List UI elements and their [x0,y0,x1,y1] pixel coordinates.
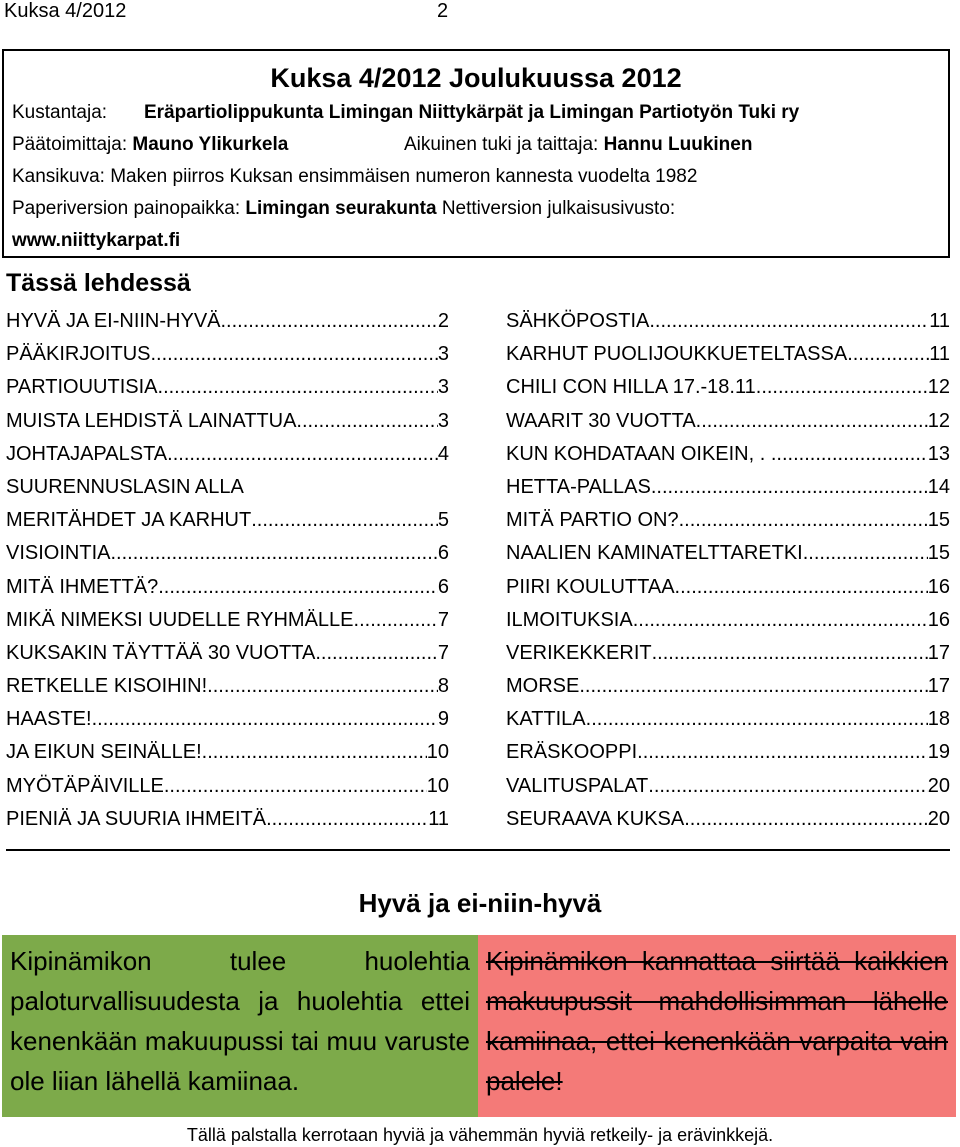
toc-left-column [6,308,449,839]
toc-entry-page: 14 [927,475,950,498]
toc-entry-leader [221,308,438,334]
toc-entry-page: 4 [437,442,449,465]
toc-entry-leader [92,706,438,732]
toc-entry[interactable] [6,441,449,474]
toc-entry-label: SUURENNUSLASIN ALLA [6,475,244,498]
toc-entry[interactable] [6,706,449,739]
toc-entry-page: 18 [927,708,950,731]
toc-entry-label: KUKSAKIN TÄYTTÄÄ 30 VUOTTA [6,641,316,664]
toc-entry-label: MIKÄ NIMEKSI UUDELLE RYHMÄLLE. [6,608,360,631]
toc-entry-label: HYVÄ JA EI-NIIN-HYVÄ [6,310,221,332]
toc-entry[interactable] [506,540,950,573]
toc-entry-label: MORSE [506,675,580,698]
toc-entry-leader [648,773,927,799]
web-row [12,229,180,253]
toc-entry-label: JA EIKUN SEINÄLLE! [6,741,202,764]
editor-row [12,133,753,157]
toc-entry-label: ERÄSKOOPPI [506,741,638,764]
toc-entry-label: WAARIT 30 VUOTTA [506,409,696,432]
toc-entry[interactable] [506,507,950,540]
assistant-label: Aikuinen tuki ja taittaja: [404,134,599,155]
toc-entry-label: SEURAAVA KUKSA [506,807,685,830]
bad-tip-text: Kipinämikon kannattaa siirtää kaikkien makuupussit mahdollisimman lähelle kamiinaa, ettei kenenkään varpaita vain palele! [486,946,948,1096]
toc-entry[interactable] [506,574,950,607]
toc-entry-leader [649,308,929,334]
toc-entry-leader [696,408,928,434]
editor-label: Päätoimittaja: [12,134,128,155]
toc-entry-leader [675,574,928,600]
toc-entry-leader [167,441,438,467]
toc-entry[interactable] [506,408,950,441]
toc-entry-leader [684,806,928,832]
section-divider [6,849,950,851]
toc-entry-page: 10 [426,774,449,797]
toc-entry[interactable] [6,374,449,407]
toc-entry-leader [202,739,427,765]
toc-entry-leader [150,341,437,367]
toc-entry-page: 15 [927,509,950,532]
toc-entry-page: 17 [927,641,950,664]
toc-entry-page: 12 [927,376,950,399]
toc-entry-leader [803,540,928,566]
toc-entry-leader [651,474,928,500]
publisher-label: Kustantaja: [12,102,108,123]
toc-entry-label: PIIRI KOULUTTAA [506,575,675,598]
publisher-row [12,101,800,125]
toc-entry-leader [579,673,927,699]
toc-entry-leader [652,640,928,666]
toc-entry-label: SÄHKÖPOSTIA [506,310,650,332]
toc-entry[interactable] [506,441,950,474]
print-row [12,197,675,221]
page-header [0,0,960,26]
toc-entry-leader [158,574,438,600]
toc-entry-page: 6 [437,542,449,565]
toc-entry[interactable] [6,806,449,839]
toc-entry-label: CHILI CON HILLA 17.-18.11. [506,376,762,399]
cover-credit: Kansikuva: Maken piirros Kuksan ensimmäisen numeron kannesta vuodelta 1982 [12,166,698,187]
toc-entry[interactable] [6,308,449,341]
toc-entry[interactable] [506,607,950,640]
toc-entry-leader [164,773,427,799]
toc-entry-page: 3 [437,343,449,366]
toc-entry-label: VERIKEKKERIT [506,641,652,664]
toc-entry-page: 6 [437,575,449,598]
toc-entry-page: 11 [929,343,950,366]
toc-entry-page: 11 [929,310,950,332]
toc-entry[interactable] [506,341,950,374]
issue-label: Kuksa 4/2012 [4,0,127,22]
toc-entry-page: 13 [927,442,950,465]
toc-entry-page: 7 [437,608,449,631]
assistant-block [404,133,752,157]
toc-right-column [506,308,950,839]
toc-entry-label: MITÄ PARTIO ON? [506,509,679,532]
toc-entry-page: 9 [437,708,449,731]
toc-entry-leader [776,441,927,467]
toc-entry[interactable] [6,773,449,806]
toc-entry-page: 20 [927,807,950,830]
page-number: 2 [437,0,449,22]
toc-entry-page: 12 [927,409,950,432]
web-site-link[interactable]: www.niittykarpat.fi [12,230,181,251]
print-place: Limingan seurakunta [245,198,437,219]
masthead-title: Kuksa 4/2012 Joulukuussa 2012 [270,63,682,93]
toc-entry-label: VISIOINTIA [6,542,111,565]
toc-entry-leader [586,706,928,732]
toc-entry[interactable] [6,341,449,374]
toc-entry-label: MERITÄHDET JA KARHUT [6,509,252,532]
toc-entry[interactable] [506,806,950,839]
toc-title: Tässä lehdessä [6,269,191,297]
section-title: Hyvä ja ei-niin-hyvä [358,888,602,918]
toc-entry-label: KARHUT PUOLIJOUKKUETELTASSA. [506,343,853,366]
toc-entry-label: KATTILA [506,708,586,731]
toc-entry-label: PARTIOUUTISIA [6,376,158,399]
toc-entry-leader [296,408,437,434]
section-footer: Tällä palstalla kerrotaan hyviä ja vähemmän hyviä retkeily- ja erävinkkejä. [186,1125,774,1145]
toc-entry-page: 17 [927,675,950,698]
toc-entry[interactable] [6,574,449,607]
toc-entry[interactable] [506,739,950,772]
toc-entry-leader [679,507,928,533]
toc-entry-label: ILMOITUKSIA [506,608,633,631]
toc-entry-page: 16 [927,608,950,631]
toc-entry-leader [266,806,428,832]
toc-entry-leader [207,673,438,699]
good-tip-panel [2,935,478,1117]
toc-entry-leader [251,507,438,533]
toc-entry[interactable] [6,640,449,673]
toc-entry-label: HETTA-PALLAS [506,475,651,498]
web-label: Nettiversion julkaisusivusto: [441,198,676,219]
toc-entry[interactable] [506,706,950,739]
toc-entry-page: 7 [437,641,449,664]
toc-entry-page: 10 [426,741,449,764]
toc-entry-label: JOHTAJAPALSTA [6,442,168,465]
toc-entry-leader [110,540,437,566]
toc-entry[interactable] [506,374,950,407]
toc-entry[interactable] [6,739,449,772]
toc-entry-leader [633,607,928,633]
bad-tip-panel [478,935,956,1117]
toc-entry-page: 2 [437,310,449,332]
good-tip-text: Kipinämikon tulee huolehtia paloturvallisuudesta ja huolehtia ettei kenenkään makuupussi tai muu varuste ole liian lähellä kamiinaa. [10,946,470,1096]
toc-entry[interactable] [6,474,449,507]
toc-entry[interactable] [506,640,950,673]
toc-entry-page: 20 [927,774,950,797]
toc-entry-label: MYÖTÄPÄIVILLE [6,774,164,797]
toc-entry-label: RETKELLE KISOIHIN! [6,675,208,698]
toc-entry-page: 8 [437,675,449,698]
toc-entry-label: NAALIEN KAMINATELTTARETKI [506,542,803,565]
toc-entry-page: 16 [927,575,950,598]
toc-entry[interactable] [506,773,950,806]
print-label: Paperiversion painopaikka: [12,198,241,219]
toc-entry-page: 3 [437,376,449,399]
toc-entry-page: 11 [428,807,449,830]
toc-entry[interactable] [6,607,449,640]
masthead-box [2,49,950,258]
toc-entry-label: PIENIÄ JA SUURIA IHMEITÄ [6,807,267,830]
toc-entry-page: 15 [927,542,950,565]
toc-entry-label: MITÄ IHMETTÄ? [6,575,159,598]
toc-entry[interactable] [6,408,449,441]
toc-entry-leader [359,607,438,633]
toc-entry[interactable] [6,507,449,540]
toc-entry-label: MUISTA LEHDISTÄ LAINATTUA [6,409,297,432]
publisher-name: Eräpartiolippukunta Limingan Niittykärpät ja Limingan Partiotyön Tuki ry [144,102,800,123]
toc-entry[interactable] [6,540,449,573]
toc-entry-page: 19 [927,741,950,764]
toc-entry-leader [637,739,928,765]
toc-entry-label: PÄÄKIRJOITUS [6,343,151,366]
toc-entry-label: KUN KOHDATAAN OIKEIN, . . [506,442,777,465]
toc-entry-page: 5 [437,509,449,532]
toc-entry-label: VALITUSPALAT [506,774,649,797]
toc-entry-label: HAASTE! [6,708,92,731]
toc-entry[interactable] [506,308,950,341]
toc-entry[interactable] [506,474,950,507]
toc-entry-leader [315,640,438,666]
editor-name: Mauno Ylikurkela [132,134,289,155]
toc-entry[interactable] [506,673,950,706]
toc-entry-leader [853,341,929,367]
toc-entry-page: 3 [437,409,449,432]
assistant-name: Hannu Luukinen [603,134,753,155]
toc-entry-leader [761,374,927,400]
toc-entry-leader [158,374,438,400]
toc-entry[interactable] [6,673,449,706]
